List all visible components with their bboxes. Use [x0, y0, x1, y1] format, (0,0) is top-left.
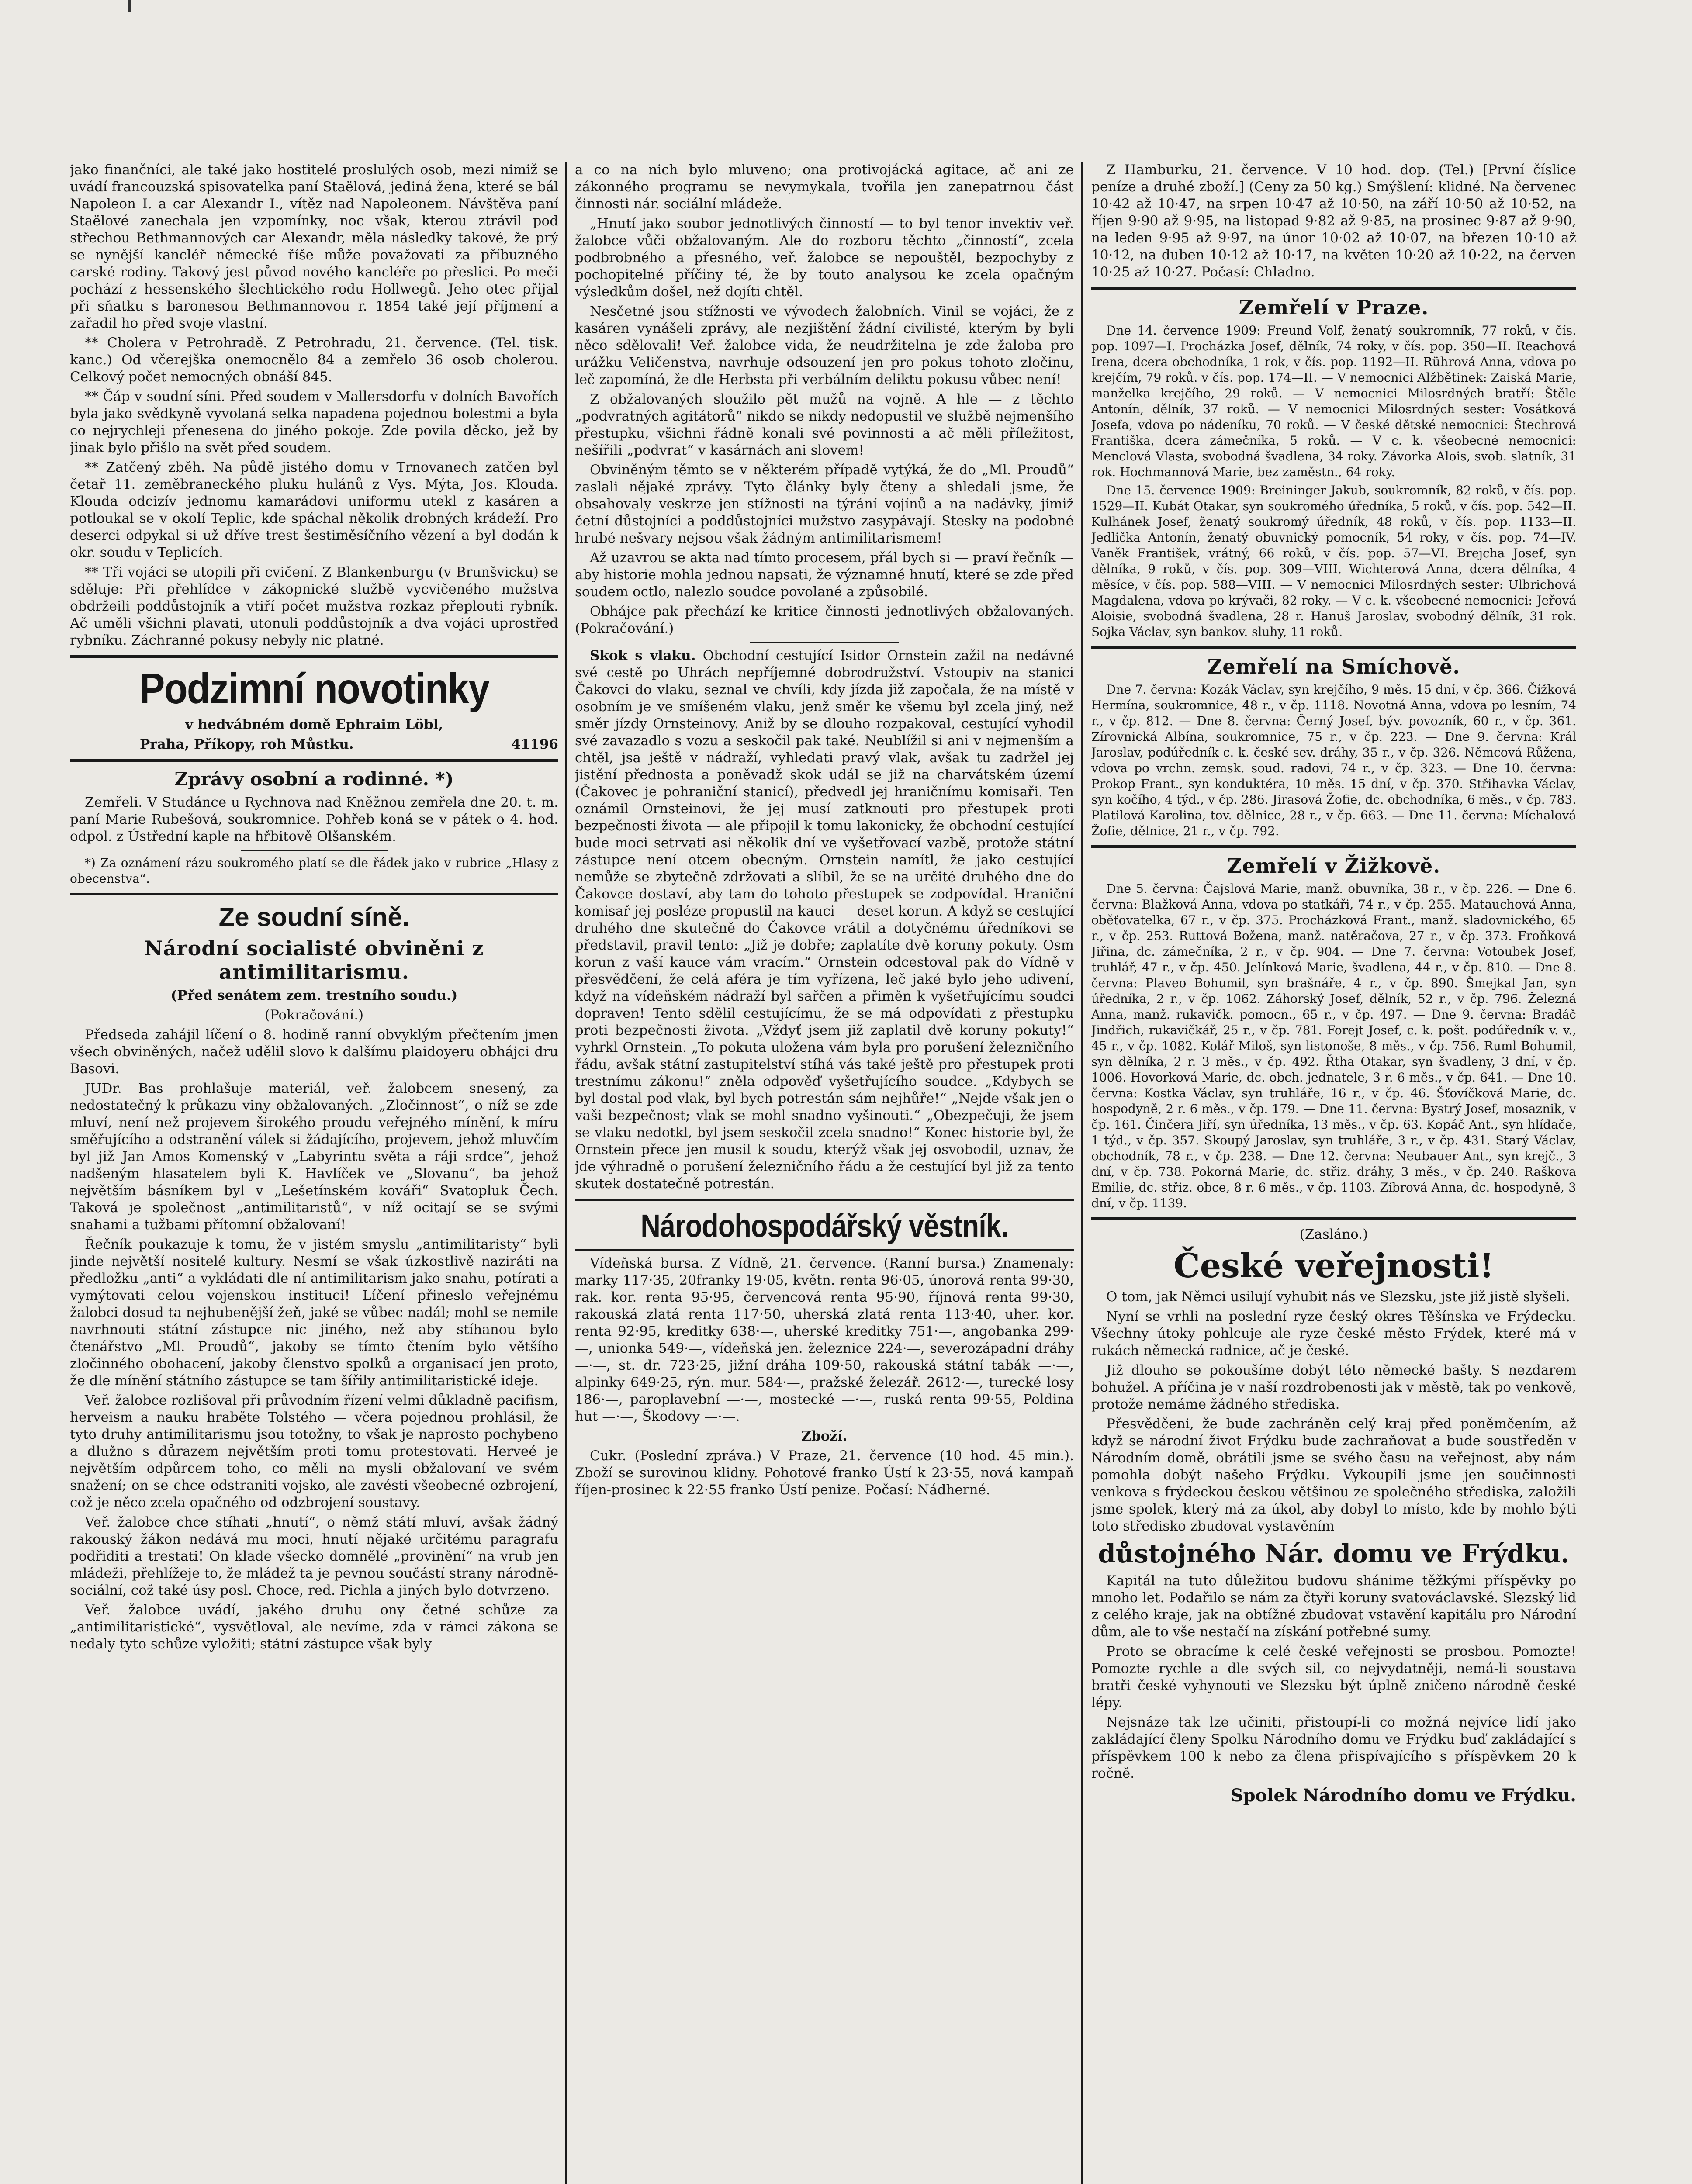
news-deserter: ** Zatčený zběh. Na půdě jistého domu v Trnovanech zatčen byl četař 11. zeměbraneckého pluku hulánů z Vys. Mýta, Jos. Klouda. Klouda odcizív jednomu kamarádovi uniformu utekl z kasáren a potloukal se v okolí Teplic, kde spáchal několik drobných krádeží. Pro deserci odpykal si už dříve trest šestiměsíčního vězení a byl dodán k okr. soudu v Teplicích. [70, 460, 558, 560]
personal-notice: Zemřeli. V Studánce u Rychnova nad Kněžnou zemřela dne 20. t. m. paní Marie Rubešová, soukromnice. Pohřeb koná se v pátek o 4. hod. odpol. z Ústřední kaple na hřbitově Olšanském. [70, 795, 558, 844]
divider [70, 655, 558, 658]
appeal-paragraph: Přesvědčeni, že bude zachráněn celý kraj před poněmčením, až když se národní život Frýdku bude zachraňovat a bude soustředěn v Národním domě, obrátili jsme se svého času na veřejnost, aby nám pomohla dobýt našeho Frýdku. Vykoupili jsme jen součinnosti venkova s frýdeckou českou většinou ze společného střediska, založili jsme spolek, který má za úkol, aby dobyl to místo, kde by mohlo býti toto středisko zbudovat vystavěním [1091, 1416, 1576, 1534]
paragraph: Obviněným těmto se v některém případě vytýká, že do „Ml. Proudů“ zaslali nějaké zprávy. Tyto články byly čteny a shledali jsme, že obsahovaly veskrze jen stížnosti na týrání vojínů a na nadávky, jimiž četní důstojníci a poddůstojníci mužstvo zasypávají. Stesky na podobné hrubé nešvary nejsou však žádným antimilitarismem! [575, 462, 1074, 546]
deaths-smichov-heading: Zemřelí na Smíchově. [1207, 655, 1460, 678]
paragraph: a co na nich bylo mluveno; ona protivojácká agitace, ač ani ze zákonného programu se nevymykala, tvořila jen zanepatrnou část činnosti nár. sociální mládeže. [575, 162, 1074, 212]
paragraph: Z obžalovaných sloužilo pět mužů na vojně. A hle — z těchto „podvratných agitátorů“ nikdo se nikdy nedopustil ve službě nejmenšího přestupku, všichni řádně konali své povinnosti a ač měli příležitost, nešířili „podvrat“ v kasárnách ani slovem! [575, 391, 1074, 458]
divider [1091, 646, 1576, 649]
news-drowned: ** Tři vojáci se utopili při cvičení. Z Blankenburgu (v Brunšvicku) se sděluje: Při přehlídce v zákopnické službě vycvičeného mužstva obdržeili poddůstojník a vtiří počet mužstva rozkaz přeplouti rybník. Ač uměli všichni plavati, utonuli poddůstojník a dva vojáci uprostřed rybníku. Záchranné pokusy nebyly nic platné. [70, 564, 558, 648]
appeal-paragraph: Kapitál na tuto důležitou budovu shánime těžkými příspěvky po mnoho let. Podařilo se nám za čtyři koruny svatováclavské. Slezský lid z celého kraje, jak na obtížné zbudovat vstavění kapitálu pro Národní dům, ale to vše nestačí na získání potřebné sumy. [1091, 1573, 1576, 1640]
paragraph: „Hnutí jako soubor jednotlivých činností — to byl tenor invektiv veř. žalobce vůči obžalovaným. Ale do rozboru těchto „činností“, zcela podbrobného a přesného, veř. žalobce se nepouštěl, bezpochyby z pochopitelné příčiny té, že by touto analysou ke zcela opačným výsledkům došel, než dojíti chtěl. [575, 216, 1074, 300]
ad-address-row [70, 736, 558, 753]
deaths-list: Dne 15. července 1909: Breininger Jakub, soukromník, 82 roků, v čís. pop. 1529—II. Kubát Otakar, syn soukromého úředníka, 5 roků, v čís. pop. 542—II. Kulhánek Josef, ženatý soukromý úředník, 48 roků, v čís. pop. 1133—II. Jedlička Antonín, ženatý obuvnický pomocník, 54 roky, v čís. pop. 74—IV. Vaněk František, vrátný, 66 roků, v čís. pop. 57—VI. Brejcha Josef, syn dělníka, 9 roků, v čís. pop. 309—VIII. Wichterová Anna, dcera dělníka, 4 měsíce, v čís. pop. 588—VIII. — V nemocnici Milosrdných sester: Ulbrichová Magdalena, vdova po krývači, 82 roky. — V c. k. všeobecné nemocnici: Jeřová Aloisie, svobodná švadlena, 28 r. Hanuš Jaroslav, svobodný dělník, 31 rok. Sojka Václav, syn bankov. sluhy, 11 roků. [1091, 483, 1576, 639]
divider [241, 850, 387, 851]
court-paragraph: JUDr. Bas prohlašuje materiál, veř. žalobcem snesený, za nedostatečný k průkazu viny obžalovaných. „Zločinnost“, o níž se zde mluví, není než projevem širokého proudu veřejného mínění, k míru směřujícího a odstranění válek si žádajícího, projevem, jehož mluvčím byl již Jan Amos Komenský v „Labyrintu světa a ráji srdce“, jehož nadšeným hlasatelem byli K. Havlíček ve „Slovanu“, ba jehož největším básníkem byl v „Lešetínském kováři“ Svatopluk Čech. Taková je společnost „antimilitaristů“, v níž ocitají se se svými snahami a tužbami přítomní obžalovaní! [70, 1081, 558, 1233]
court-heading: Ze soudní síně. [218, 902, 410, 932]
court-paragraph: Veř. žalobce uvádí, jakého druhu ony četné schůze za „antimilitaristické“, vysvětloval, ale nevíme, zda v rámci zákona se nedaly tyto schůze vyložiti; státní zástupce však byly [70, 1602, 558, 1652]
econ-sugar: Cukr. (Poslední zpráva.) V Praze, 21. července (10 hod. 45 min.). Zboží se surovinou klidny. Pohotové franko Ústí k 23·55, nová kampaň říjen-prosinec k 22·55 franko Ústí penize. Počasí: Nádherné. [575, 1448, 1074, 1498]
footnote: *) Za oznámení rázu soukromého platí se dle řádek jako v rubrice „Hlasy z obecenstva“. [70, 856, 558, 886]
paragraph: jako finančníci, ale také jako hostitelé proslulých osob, mezi nimiž se uvádí francouzská spisovatelka paní Staëlová, jediná žena, které se bál Napoleon I. a car Alexandr I., vítěz nad Napoleonem. Návštěva paní Staëlové zanechala jen vzpomínky, noc však, kterou ztrávil pod střechou Bethmannových car Alexandr, měla následky takové, že prý se nynější kancléř německé říše může považovati za příbuzného carské rodiny. Takový jest původ nového kancléře po přeslici. Po meči pochází z hessenského šlechtického rodu Hollwegů. Jeho otec přijal při sňatku s baronesou Bethmannovou r. 1854 také její příjmení a zařadil ho před svoje vlastní. [70, 162, 558, 331]
court-bench: (Před senátem zem. trestního soudu.) [170, 988, 458, 1003]
appeal-signature: Spolek Národního domu ve Frýdku. [1230, 1785, 1576, 1806]
column-2 [575, 162, 1074, 2184]
column-divider-1 [565, 162, 567, 2184]
train-heading: Skok s vlaku. [590, 648, 696, 663]
paragraph: Až uzavrou se akta nad tímto procesem, přál bych si — praví řečník — aby historie mohla jednou napsati, že významné hnutí, které se zde před soudem octlo, nalezlo soudce povolané a způsobilé. [575, 550, 1074, 600]
court-paragraph: Veř. žalobce rozlišoval při průvodním řízení velmi důkladně pacifism, herveism a nauku hraběte Tolstého — včera pojednou prohlásil, že tyto druhy antimilitarismu jsou totožny, to však je naprosto pochybeno a dlužno s důrazem největším proti tomu protestovati. Herveé je největším odpůrcem toho, co měli na mysli obžalovaní ve svém snažení; on se chce odstraniti vojsko, ale zavésti všeobecné ozbrojení, což je něco zcela opačného od odzbrojení soustavy. [70, 1393, 558, 1510]
divider [70, 759, 558, 762]
ad-line: v hedvábném domě Ephraim Löbl, [185, 717, 443, 733]
zaslano-label: (Zasláno.) [1299, 1227, 1368, 1242]
paragraph: Obhájce pak přechází ke kritice činnosti jednotlivých obžalovaných. (Pokračování.) [575, 604, 1074, 636]
divider [1091, 1217, 1576, 1220]
appeal-paragraph: Proto se obracíme k celé české veřejnosti se prosbou. Pomozte! Pomozte rychle a dle svých sil, co nejvydatněji, nemá-li soustava bratři české vyhynouti ve Slezsku být úplně zničeno národně české lépy. [1091, 1644, 1576, 1711]
divider [1091, 287, 1576, 290]
paragraph: Nesčetné jsou stížnosti ve vývodech žalobních. Vinil se vojáci, že z kasáren vynášeli zprávy, ale nezjištění žádní civilisté, kterým by byli něco sdělovali! Veř. žalobce vida, že neudržitelna je zde žaloba pro urážku Veličenstva, navrhuje odsouzení jen pro pokus tohoto zločinu, leč zapomíná, že dle Herbsta při verbálním deliktu pokusu vůbec není! [575, 304, 1074, 387]
hamburg-report: Z Hamburku, 21. července. V 10 hod. dop. (Tel.) [První číslice peníze a druhé zboží.] (Ceny za 50 kg.) Smýšlení: klidné. Na červenec 10·42 až 10·47, na srpen 10·47 až 10·50, na září 10·50 až 10·52, na říjen 9·90 až 9·95, na listopad 9·82 až 9·85, na prosinec 9·87 až 9·90, na leden 9·95 až 9·97, na únor 10·02 až 10·07, na březen 10·10 až 10·12, na duben 10·12 až 10·17, na květen 10·20 až 10·22, na červen 10·25 až 10·27. Počasí: Chladno. [1091, 162, 1576, 280]
divider [1091, 845, 1576, 848]
column-3 [1091, 162, 1576, 2184]
news-cholera: ** Cholera v Petrohradě. Z Petrohradu, 21. července. (Tel. tisk. kanc.) Od včerejška onemocnělo 84 a zemřelo 36 osob cholerou. Celkový počet nemocných obnáší 845. [70, 335, 558, 385]
deaths-list: Dne 5. června: Čajslová Marie, manž. obuvníka, 38 r., v čp. 226. — Dne 6. června: Blažková Anna, vdova po statkáři, 74 r., v čp. 255. Matauchová Anna, oběťovatelka, 67 r., v čp. 375. Procházková Frant., manž. sladovnického, 65 r., v čp. 253. Ruttová Božena, manž. natěračova, 27 r., v čp. 373. Froňková Jiřina, dc. zámečníka, 2 r., v čp. 904. — Dne 7. června: Votoubek Josef, truhlář, 47 r., v čp. 450. Jelínková Marie, švadlena, 44 r., v čp. 810. — Dne 8. června: Plaveo Bohumil, syn brašnáře, 4 r., v čp. 890. Šmejkal Jan, syn úředníka, 2 r., v čp. 1062. Záhorský Josef, dělník, 52 r., v čp. 796. Železná Anna, manž. rukavičk. pomocn., 65 r., v čp. 497. — Dne 9. června: Bradáč Jindřich, rukavičkář, 25 r., v čp. 781. Forejt Josef, c. k. pošt. podúředník v. v., 45 r., v čp. 1082. Kolář Miloš, syn listonoše, 8 měs., v čp. 756. Ruml Bohumil, syn dělníka, 2 r. 3 měs., v čp. 492. Řtha Otakar, syn švadleny, 3 dní, v čp. 1006. Hovorková Marie, dc. obch. jednatele, 3 r. 6 měs., v čp. 641. — Dne 10. června: Kostka Václav, syn truhláře, 16 r., v čp. 46. Šťovíčková Marie, dc. hospodyně, 2 r. 6 měs., v čp. 179. — Dne 11. června: Bystrý Josef, mosaznik, v čp. 161. Činčera Jiří, syn úředníka, 13 měs., v čp. 63. Kopáč Ant., syn hlídače, 1 týd., v čp. 357. Skoupý Jaroslav, syn truhláře, 3 r., v čp. 431. Starý Václav, obchodník, 78 r., v čp. 238. — Dne 12. června: Neubauer Ant., syn krejč., 3 dní, v čp. 738. Pokorná Marie, dc. střiz. dráhy, 3 měs., v čp. 240. Raškova Emilie, dc. střiz. obce, 8 r. 6 měs., v čp. 1103. Zíbrová Anna, dc. hospodyně, 3 dní, v čp. 1139. [1091, 881, 1576, 1210]
appeal-paragraph: O tom, jak Němci usilují vyhubit nás ve Slezsku, jste již jistě slyšeli. [1106, 1289, 1570, 1305]
divider [575, 1199, 1074, 1201]
econ-heading: Národohospodářský věstník. [640, 1208, 1008, 1244]
ad-address: Praha, Příkopy, roh Můstku. [140, 736, 354, 752]
divider [750, 642, 900, 643]
column-1 [70, 162, 558, 2184]
train-text: Obchodní cestující Isidor Ornstein zažil na nedávné své cestě po Uhrách nepříjemné dobrodružství. Vstoupiv na stanici Čakovci do vlaku, seznal ve chvíli, kdy jízda již započala, že na místě v osobním je ve smíšeném vlaku, jenž směr ke všemu byl zcela jiný, než směr jízdy Ornsteinovy. Aniž by se dlouho rozpakoval, cestující vyhodil své zavazadlo s vozu a seskočil pak také. Neublížil si ani v nejmenším a chtěl, jsa ještě v nádraží, vyhledati pravý vlak, avšak tu zadržel jej jistění přednosta a poněvadž skok udál se již na charvátském území (Čakovec je pohraniční stanicí), předvedl jej hraničnímu komisaři. Ten oznámil Ornsteinovi, že jej musí zatknouti pro přestupek proti bezpečnosti života — ale připojil k tomu lakonicky, že obchodní cestující bude moci setrvati asi několik dní ve vyšetřovací vazbě, protože státní zástupce není otcem obecným. Ornstein namítl, že jako cestující nemůže se zbytečně zdržovati a slíbil, že se na určité druhého dne do Čakovce dostaví, aby tam do tohoto přestupek se zodpovídal. Hraniční komisař jej posléze propustil na kauci — deset korun. A když se cestující druhého dne skutečně do Čakovce vrátil a dotyčnému úředníkovi se představil, pravil tento: „Již je dobře; zaplatíte dvě koruny pokuty. Osm korun z vaší kauce vám vracím.“ Ornstein odcestoval pak do Vídně v přesvědčení, že celá aféra je tím vyřízena, leč jaké bylo jeho udivení, když na vídeňském nádraží byl sařčen a přiměn k vyšetřujícímu soudci dopraven! Tento sdělil cestujícímu, že se má odpovídati z přestupku proti bezpečnosti života. „Vždyť jsem již zaplatil dvě koruny pokuty!“ vyhrkl Ornstein. „To pokuta uložena vám byla pro porušení železničního řádu, avšak státní zastupitelství stíhá vás také ještě pro přestupek proti trestnímu zákonu!“ zněla odpověď vyšetřujícího soudce. „Kdybych se byl dostal pod vlak, byl bych potrestán sám nejhůře!“ „Nejde však jen o vaši bezpečnost; vlak se mohl snadno vyšinouti.“ „Obezpečuji, že jsem se vlaku nedotkl, byl jsem seskočil zcela snadno!“ Konec historie byl, že Ornstein přece jen musil k soudu, kterýž však jej osvobodil, uznav, že jde výhradně o porušení železničního řádu a že cestující byl již za tento skutek dostatečně potrestán. [575, 648, 1074, 1192]
court-paragraph: Předseda zahájil líčení o 8. hodině ranní obvyklým přečtením jmen všech obviněných, načež udělil slovo k dalšímu plaidoyeru obhájci dru Basovi. [70, 1027, 558, 1077]
train-story [575, 647, 1074, 1192]
print-mark [128, 0, 131, 12]
econ-bourse: Vídeňská bursa. Z Vídně, 21. července. (Ranní bursa.) Znamenaly: marky 117·35, 20franky 19·05, květn. renta 96·05, únorová renta 99·30, rak. kor. renta 95·95, červencová renta 95·90, říjnová renta 99·30, rakouská zlatá renta 117·50, uherská zlatá renta 113·40, uher. kor. renta 92·95, kreditky 638·—, uherské kreditky 751·—, angobanka 299·—, unionka 549·—, vídeňská jen. železnice 224·—, severozápadní dráhy —·—, st. dr. 723·25, jižní dráha 109·50, rakouská státní tabák —·—, alpinky 649·25, rýn. mur. 584·—, pražské železář. 2612·—, turecké losy 186·—, paroplavební —·—, mostecké —·—, ruská renta 99·55, Poldina hut —·—, Škodovy —·—. [575, 1255, 1074, 1424]
deaths-prague-heading: Zemřelí v Praze. [1239, 296, 1429, 319]
appeal-title: důstojného Nár. domu ve Frýdku. [1098, 1539, 1570, 1569]
court-paragraph: Veř. žalobce chce stíhati „hnutí“, o němž státí mluví, avšak žádný rakouský žákon nedává mu moci, hnutí nějaké určitému paragrafu podřiditi a trestati! On klade všecko domnělé „provinění“ na vrub jen mládeži, přehlížeje to, že mládež ta je pevnou součástí strany národně-sociální, což také úsy posl. Choce, red. Pichla a jiných bylo dotvrzeno. [70, 1514, 558, 1598]
court-continued: (Pokračování.) [264, 1007, 364, 1023]
court-paragraph: Řečník poukazuje k tomu, že v jistém smyslu „antimilitaristy“ byli jinde největší nositelé kultury. Nesmí se však úzkostlivě naziráti na předložku „anti“ a vykládati dle ní antimilitarism jako snahu, potírati a vymýtovati celou vojenskou instituci! Líčení přineslo veřejnému žalobci dosud ta nejhubenější žeň, jaké se vůbec nadál; mohl se nemile navrhnouti státní zástupce nic jiného, než aby stíhanou bylo čtenářstvo „Ml. Proudů“, jakoby se tímto čtením bylo většího zločinného obohacení, jakoby členstvo spolků a organisací jen proto, že dle mínění státního zástupce se tam šířily antimilitaristické ideje. [70, 1237, 558, 1389]
court-subheading: Národní socialisté obviněni z antimilitarismu. [144, 936, 484, 984]
deaths-list: Dne 7. června: Kozák Václav, syn krejčího, 9 měs. 15 dní, v čp. 366. Čížková Hermína, soukromnice, 48 r., v čp. 1118. Novotná Anna, vdova po lesním, 74 r., v čp. 812. — Dne 8. června: Černý Josef, býv. povozník, 60 r., v čp. 361. Zírovnická Albína, soukromnice, 75 r., v čp. 223. — Dne 9. června: Král Jaroslav, podúředník c. k. české sev. dráhy, 35 r., v čp. 326. Němcová Růžena, vdova po vrchn. zemsk. soud. radovi, 74 r., v čp. 323. — Dne 10. června: Prokop Frant., syn konduktéra, 10 měs. 15 dní, v čp. 370. Střihavka Václav, syn kočího, 4 týd., v čp. 286. Jirasová Žofie, dc. obchodníka, 6 měs., v čp. 783. Platilová Karolina, tov. dělnice, 28 r., v čp. 663. — Dne 11. června: Míchalová Žofie, dělnice, 21 r., v čp. 792. [1091, 682, 1576, 838]
divider [575, 1249, 1074, 1251]
column-divider-2 [1081, 162, 1083, 2184]
appeal-paragraph: Již dlouho se pokoušíme dobýt této německé bašty. S nezdarem bohužel. A příčina je v naší rozdrobenosti jak v městě, tak po venkově, protože nemáme žádného střediska. [1091, 1362, 1576, 1412]
public-appeal-heading: České veřejnosti! [1173, 1246, 1494, 1285]
appeal-paragraph: Nejsnáze tak lze učiniti, přistoupí-li co možná nejvíce lidí jako zakládající členy Spolku Národního domu ve Frýdku buď zakládající s příspěvkem 100 k nebo za člena přispívajícího s příspěvkem 20 k ročně. [1091, 1714, 1576, 1781]
deaths-zizkov-heading: Zemřelí v Žižkově. [1227, 854, 1441, 878]
goods-heading: Zboží. [801, 1428, 848, 1444]
ad-title: Podzimní novotinky [139, 664, 489, 712]
ad-number: 41196 [511, 736, 558, 752]
divider [70, 893, 558, 895]
personal-heading: Zprávy osobní a rodinné. *) [174, 768, 454, 790]
deaths-list: Dne 14. července 1909: Freund Volf, ženatý soukromník, 77 roků, v čís. pop. 1097—I. Procházka Josef, dělník, 74 roky, v čís. pop. 350—II. Reachová Irena, dcera obchodníka, 1 rok, v čís. pop. 1192—II. Rührová Anna, vdova po krejčím, 79 roků. v čís. pop. 174—II. — V nemocnici Alžbětinek: Zaiská Marie, manželka krejčího, 29 roků. — V nemocnici Milosrdných bratří: Štěle Antonín, dělník, 37 roků. — V nemocnici Milosrdných sester: Vosátková Josefa, vdova po nádeníku, 70 roků. — V české dětské nemocnici: Štechrová Františka, dcera zámečníka, 5 roků. — V c. k. všeobecné nemocnici: Menclová Vlasta, svobodná švadlena, 34 roky. Závorka Alois, svob. slatník, 31 rok. Hochmannová Marie, bez zaměstn., 64 roky. [1091, 323, 1576, 479]
news-stork: ** Čáp v soudní síni. Před soudem v Mallersdorfu v dolních Bavořích byla jako svědkyně vyvolaná selka napadena pojednou bolestmi a byla co nejrychleji přenesena do jiného pokoje. Zde povila děcko, jež by jinak bylo přišlo na svět před soudem. [70, 389, 558, 456]
appeal-paragraph: Nyní se vrhli na poslední ryze český okres Těšínska ve Frýdecku. Všechny útoky pohlcuje ale ryze české město Frýdek, které má v rukách německá radnice, ač je české. [1091, 1309, 1576, 1358]
